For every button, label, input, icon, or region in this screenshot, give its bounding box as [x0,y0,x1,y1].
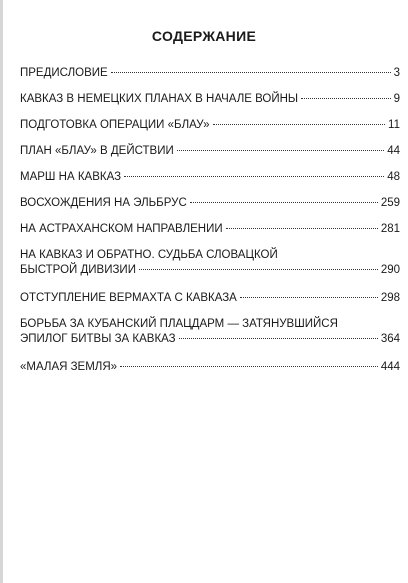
toc-entry-title: ПРЕДИСЛОВИЕ [20,67,108,79]
toc-entry-title: НА АСТРАХАНСКОМ НАПРАВЛЕНИИ [20,223,223,235]
toc-entry-title: «МАЛАЯ ЗЕМЛЯ» [20,361,118,373]
toc-entry-german-plans[interactable] [20,92,400,107]
toc-dot-leader [213,124,386,125]
toc-entry-title: КАВКАЗ В НЕМЕЦКИХ ПЛАНАХ В НАЧАЛЕ ВОЙНЫ [20,93,299,105]
toc-dot-leader [179,338,378,339]
toc-entry-title: ВОСХОЖДЕНИЯ НА ЭЛЬБРУС [20,197,187,209]
toc-dot-leader [177,150,384,151]
toc-page-number: 364 [380,333,400,345]
toc-entry-blau-in-action[interactable] [20,144,400,159]
page-edge [0,0,3,583]
toc-page-number: 44 [387,145,400,157]
toc-entry-elbrus[interactable] [20,196,400,211]
toc-entry-title: ОТСТУПЛЕНИЕ ВЕРМАХТА С КАВКАЗА [20,292,237,304]
toc-dot-leader [226,228,378,229]
toc-dot-leader [240,297,378,298]
toc-entry-march-caucasus[interactable] [20,170,400,185]
toc-entry-preface[interactable] [20,66,400,81]
toc-dot-leader [301,98,390,99]
toc-entry-blau-preparation[interactable] [20,118,400,133]
toc-page-number: 298 [380,292,400,304]
toc-page-number: 11 [388,119,400,131]
toc-entry-slovak-division[interactable] [20,248,400,278]
toc-page-number: 9 [393,93,400,105]
toc-dot-leader [111,72,391,73]
toc-entry-wehrmacht-retreat[interactable] [20,291,400,306]
toc-entry-malaya-zemlya[interactable] [20,360,400,375]
page-title: СОДЕРЖАНИЕ [151,28,257,45]
toc-page-number: 48 [387,171,400,183]
toc-page-number: 444 [380,361,400,373]
toc-entry-title-line: НА КАВКАЗ И ОБРАТНО. СУДЬБА СЛОВАЦКОЙ [20,249,278,261]
toc-dot-leader [124,176,384,177]
toc-list [20,66,400,386]
toc-entry-title-line: ЭПИЛОГ БИТВЫ ЗА КАВКАЗ [20,333,176,345]
toc-entry-title-line: БОРЬБА ЗА КУБАНСКИЙ ПЛАЦДАРМ — ЗАТЯНУВШИЙСЯ [20,318,338,330]
toc-page-number: 281 [380,223,400,235]
toc-entry-kuban-bridgehead[interactable] [20,317,400,347]
toc-entry-title-line: БЫСТРОЙ ДИВИЗИИ [20,264,136,276]
toc-entry-title: МАРШ НА КАВКАЗ [20,171,122,183]
toc-page-number: 259 [380,197,400,209]
toc-page-number: 3 [393,67,400,79]
toc-dot-leader [139,269,378,270]
toc-entry-astrakhan[interactable] [20,222,400,237]
toc-page-number: 290 [380,264,400,276]
toc-entry-title: ПЛАН «БЛАУ» В ДЕЙСТВИИ [20,145,174,157]
toc-dot-leader [120,366,378,367]
toc-entry-title: ПОДГОТОВКА ОПЕРАЦИИ «БЛАУ» [20,119,210,131]
toc-dot-leader [190,202,378,203]
